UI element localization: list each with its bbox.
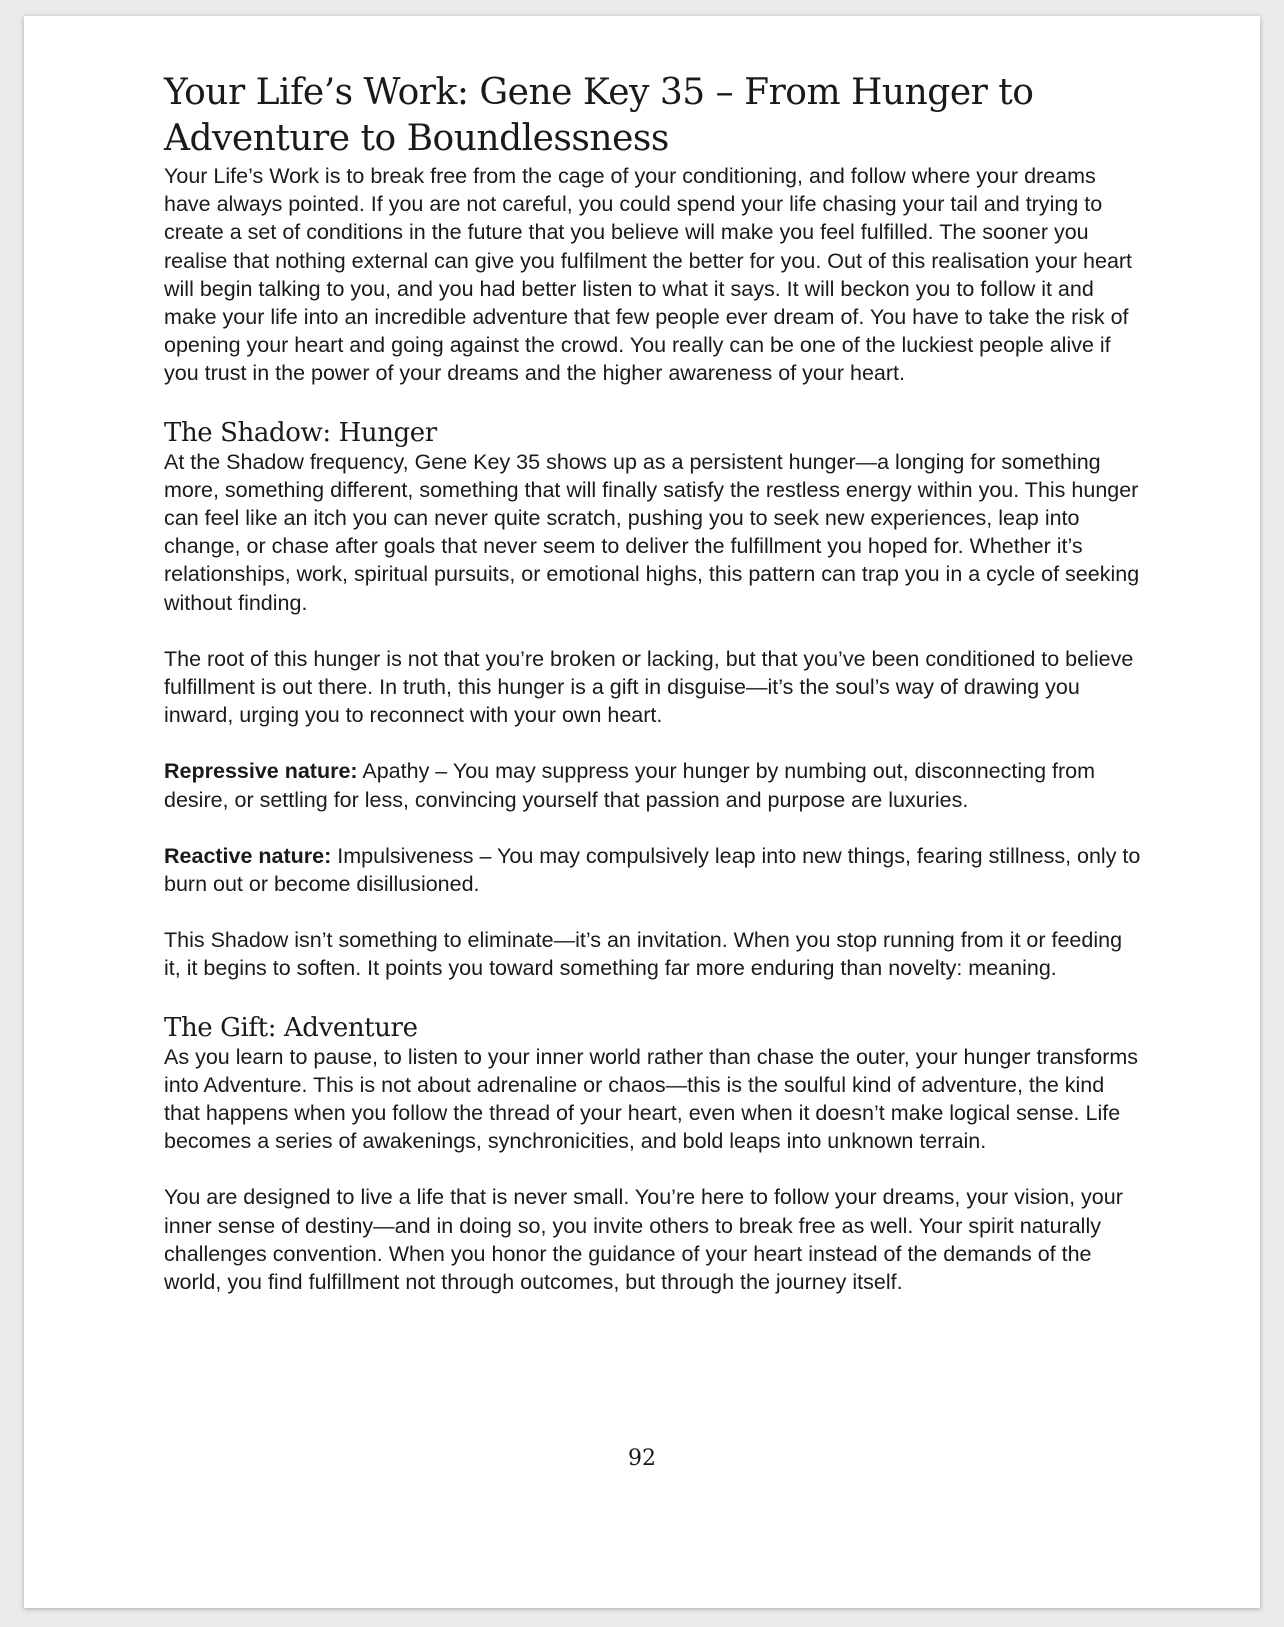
- shadow-paragraph-2: The root of this hunger is not that you’re broken or lacking, but that you’ve been conditioned to believe fulfillment is out there. In truth, this hunger is a gift in disguise—it’s the soul’s way of drawing you inward, urging you to reconnect with your own heart.: [164, 646, 1134, 728]
- repressive-nature-text: Apathy – You may suppress your hunger by numbing out, disconnecting from desire, or settling for less, convincing yourself that passion and purpose are luxuries.: [164, 759, 1096, 812]
- gift-paragraph-1: As you learn to pause, to listen to your inner world rather than chase the outer, your hunger transforms into Adventure. This is not about adrenaline or chaos—this is the soulful kind of adventure, the kind that happens when you follow the thread of your heart, even when it doesn’t make logical sense. Life becomes a series of awakenings, synchronicities, and bold leaps into unknown terrain.: [164, 1044, 1139, 1154]
- reactive-nature-paragraph: [164, 842, 1144, 898]
- document-page: [24, 16, 1260, 1608]
- reactive-nature-text: Impulsiveness – You may compulsively leap into new things, fearing stillness, only to burn out or become disillusioned.: [164, 843, 1141, 897]
- repressive-nature-paragraph: [164, 757, 1144, 813]
- page-content: [164, 70, 1144, 1296]
- gift-heading: The Gift: Adventure: [164, 1012, 418, 1043]
- page-title: Your Life’s Work: Gene Key 35 – From Hunger to Adventure to Boundlessness: [164, 72, 1034, 159]
- repressive-nature-label: Repressive nature:: [164, 759, 358, 784]
- intro-paragraph: Your Life’s Work is to break free from the cage of your conditioning, and follow where your dreams have always pointed. If you are not careful, you could spend your life chasing your tail and trying to create a set of conditions in the future that you believe will make you feel fulfilled. The sooner you realise that nothing external can give you fulfilment the better for you. Out of this realisation your heart will begin talking to you, and you had better listen to what it says. It will beckon you to follow it and make your life into an incredible adventure that few people ever dream of. You have to take the risk of opening your heart and going against the crowd. You really can be one of the luckiest people alive if you trust in the power of your dreams and the higher awareness of your heart.: [164, 164, 1133, 386]
- gift-paragraph-2: You are designed to live a life that is never small. You’re here to follow your dreams, your vision, your inner sense of destiny—and in doing so, you invite others to break free as well. Your spirit naturally challenges convention. When you honor the guidance of your heart instead of the demands of the world, you find fulfillment not through outcomes, but through the journey itself.: [164, 1185, 1123, 1295]
- shadow-paragraph-3: This Shadow isn’t something to eliminate—it’s an invitation. When you stop running from it or feeding it, it begins to soften. It points you toward something far more enduring than novelty: meaning.: [164, 928, 1123, 981]
- page-number: 92: [628, 1446, 656, 1471]
- shadow-heading: The Shadow: Hunger: [164, 417, 437, 448]
- reactive-nature-label: Reactive nature:: [164, 843, 332, 868]
- shadow-paragraph-1: At the Shadow frequency, Gene Key 35 shows up as a persistent hunger—a longing for something more, something different, something that will finally satisfy the restless energy within you. This hunger can feel like an itch you can never quite scratch, pushing you to seek new experiences, leap into change, or chase after goals that never seem to deliver the fulfillment you hoped for. Whether it’s relationships, work, spiritual pursuits, or emotional highs, this pattern can trap you in a cycle of seeking without finding.: [164, 449, 1140, 615]
